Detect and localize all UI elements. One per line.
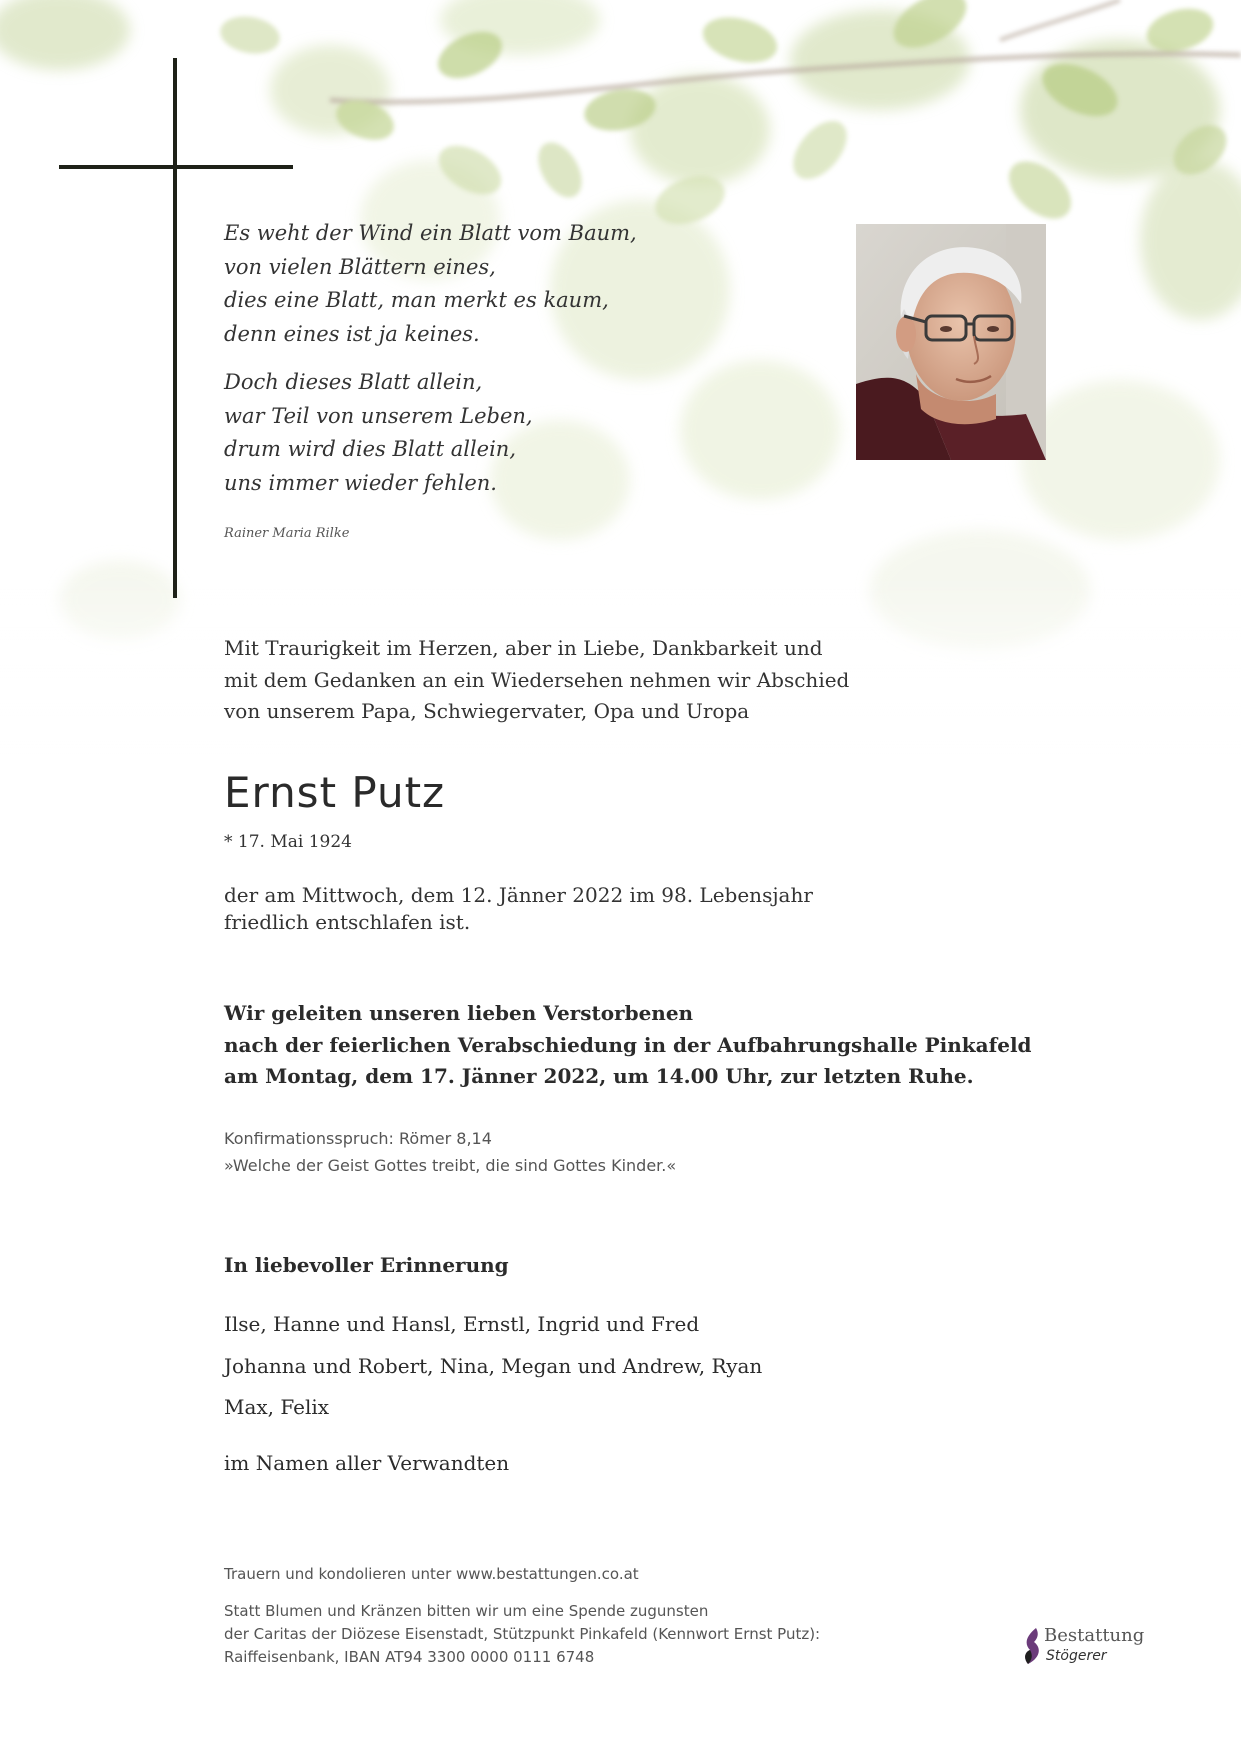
- funeral-home-logo: [1022, 1625, 1162, 1671]
- funeral-line: am Montag, dem 17. Jänner 2022, um 14.00 Uhr, zur letzten Ruhe.: [224, 1064, 974, 1088]
- logo-line-2: Stögerer: [1046, 1648, 1107, 1664]
- poem-author: Rainer Maria Rilke: [224, 526, 350, 541]
- poem-line: Doch dieses Blatt allein,: [224, 370, 483, 394]
- donation-line: Raiffeisenbank, IBAN AT94 3300 0000 0111 6748: [224, 1648, 595, 1666]
- family-line: Max, Felix: [224, 1395, 330, 1419]
- donation-info: [224, 1600, 820, 1669]
- memory-heading: In liebevoller Erinnerung: [224, 1253, 509, 1277]
- family-line: Johanna und Robert, Nina, Megan und Andrew, Ryan: [224, 1353, 763, 1378]
- condolence-link-text: Trauern und kondolieren unter www.bestattungen.co.at: [224, 1565, 639, 1583]
- verse-label: Konfirmationsspruch: Römer 8,14: [224, 1129, 492, 1148]
- poem-line: denn eines ist ja keines.: [224, 321, 480, 346]
- logo-line-1: Bestattung: [1044, 1625, 1145, 1646]
- closing-line: im Namen aller Verwandten: [224, 1451, 510, 1475]
- deceased-name: Ernst Putz: [224, 768, 446, 817]
- confirmation-verse: [224, 1125, 676, 1179]
- funeral-info: [224, 998, 1032, 1093]
- intro-text: [224, 633, 849, 728]
- poem-line: uns immer wieder fehlen.: [224, 470, 497, 495]
- poem-line: Es weht der Wind ein Blatt vom Baum,: [224, 221, 637, 245]
- death-line: der am Mittwoch, dem 12. Jänner 2022 im 98. Lebensjahr: [224, 883, 813, 907]
- intro-line: von unserem Papa, Schwiegervater, Opa und Uropa: [224, 699, 750, 723]
- death-text: [224, 882, 813, 936]
- cross-icon-bar: [59, 165, 293, 169]
- verse-quote: »Welche der Geist Gottes treibt, die sind Gottes Kinder.«: [224, 1156, 677, 1175]
- birth-date: * 17. Mai 1924: [224, 832, 352, 852]
- funeral-line: Wir geleiten unseren lieben Verstorbenen: [224, 1001, 694, 1025]
- poem-line: drum wird dies Blatt allein,: [224, 437, 517, 461]
- donation-line: Statt Blumen und Kränzen bitten wir um eine Spende zugunsten: [224, 1602, 709, 1620]
- death-line: friedlich entschlafen ist.: [224, 910, 471, 934]
- family-line: Ilse, Hanne und Hansl, Ernstl, Ingrid und Fred: [224, 1312, 700, 1336]
- poem-line: war Teil von unserem Leben,: [224, 403, 533, 428]
- intro-line: Mit Traurigkeit im Herzen, aber in Liebe, Dankbarkeit und: [224, 636, 823, 660]
- family-list: [224, 1304, 762, 1429]
- donation-line: der Caritas der Diözese Eisenstadt, Stützpunkt Pinkafeld (Kennwort Ernst Putz):: [224, 1625, 821, 1643]
- poem-stanza-1: [224, 217, 637, 351]
- poem-line: von vielen Blättern eines,: [224, 254, 496, 279]
- cross-icon: [173, 58, 177, 598]
- intro-line: mit dem Gedanken an ein Wiedersehen nehmen wir Abschied: [224, 667, 850, 692]
- poem-stanza-2: [224, 366, 533, 500]
- funeral-line: nach der feierlichen Verabschiedung in der Aufbahrungshalle Pinkafeld: [224, 1032, 1032, 1057]
- portrait-photo: [856, 224, 1046, 460]
- poem-line: dies eine Blatt, man merkt es kaum,: [224, 288, 609, 312]
- flame-icon: [1022, 1628, 1042, 1664]
